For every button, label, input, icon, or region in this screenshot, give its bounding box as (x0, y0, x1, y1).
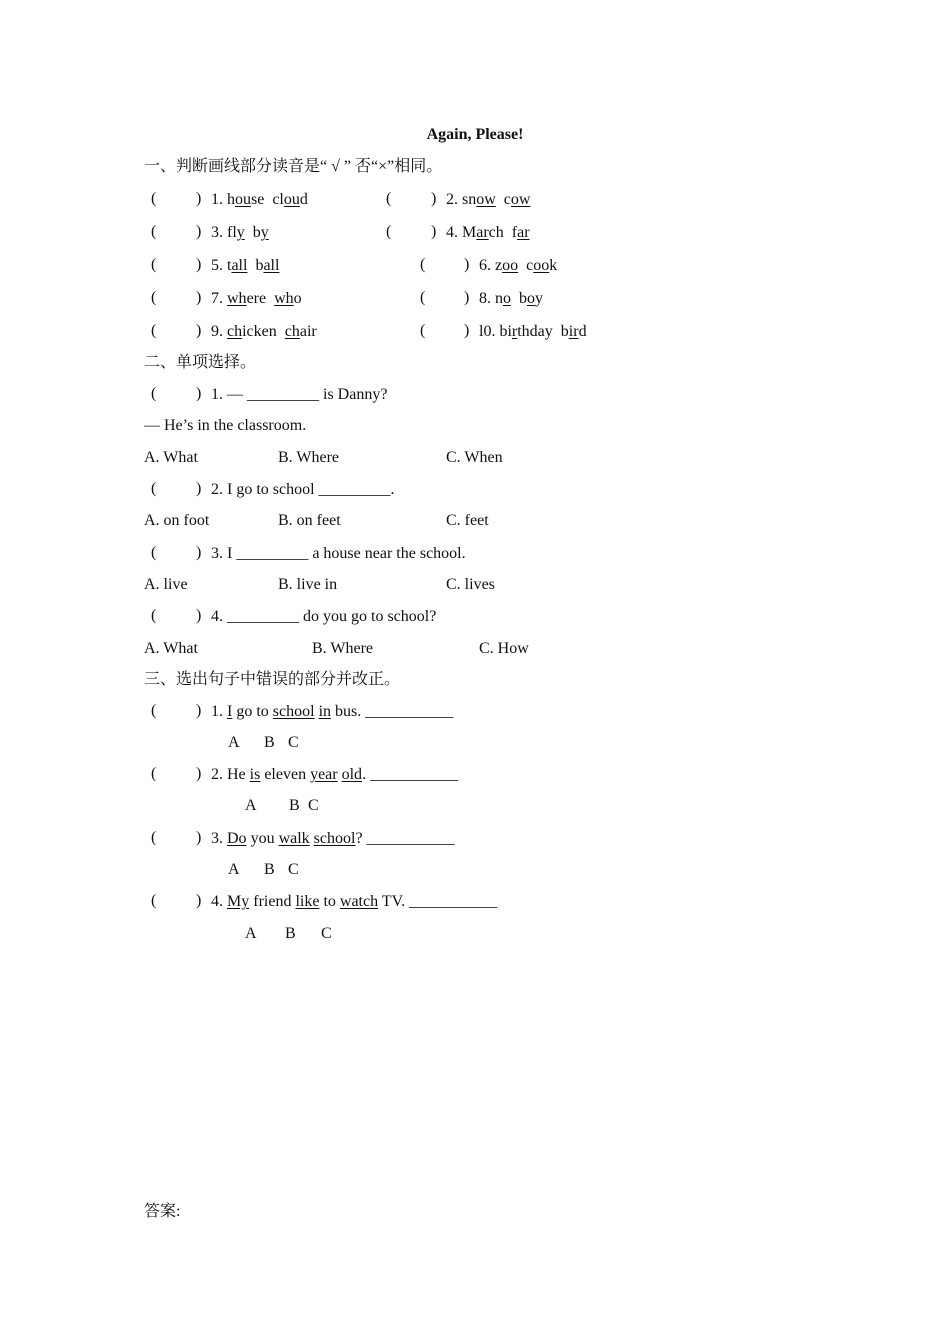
s3-q1-letter-c: C (288, 734, 299, 751)
s1-item-1: 1. house cloud (211, 191, 308, 208)
paren-open: ( (420, 289, 426, 306)
s1-item-4: 4. March far (446, 224, 530, 241)
paren-open: ( (151, 256, 157, 273)
s3-q4-letter-a: A (245, 925, 257, 942)
s1-item-2: 2. snow cow (446, 191, 531, 208)
s2-question-3: 3. I _________ a house near the school. (211, 545, 466, 562)
s2-q4-option-c: C. How (479, 640, 529, 657)
paren-close: ) (196, 829, 202, 846)
paren-close: ) (196, 480, 202, 497)
s3-question-3: 3. Do you walk school? ___________ (211, 830, 455, 847)
paren-open: ( (151, 607, 157, 624)
paren-open: ( (151, 829, 157, 846)
paren-open: ( (420, 322, 426, 339)
paren-open: ( (151, 289, 157, 306)
s1-item-10: l0. birthday bird (479, 323, 587, 340)
paren-close: ) (196, 223, 202, 240)
paren-close: ) (196, 289, 202, 306)
s3-q2-letter-b: B (289, 797, 300, 814)
section-1-heading: 一、判断画线部分读音是“ √ ” 否“×”相同。 (144, 158, 443, 175)
paren-close: ) (431, 223, 437, 240)
paren-open: ( (151, 322, 157, 339)
paren-open: ( (386, 223, 392, 240)
answer-label: 答案: (144, 1203, 181, 1220)
paren-close: ) (196, 607, 202, 624)
paren-close: ) (196, 702, 202, 719)
s2-q1-option-a: A. What (144, 449, 198, 466)
s2-q3-option-a: A. live (144, 576, 188, 593)
s3-q3-letter-a: A (228, 861, 240, 878)
s2-q4-option-a: A. What (144, 640, 198, 657)
paren-open: ( (151, 190, 157, 207)
s2-question-2: 2. I go to school _________. (211, 481, 395, 498)
s2-question-1: 1. — _________ is Danny? (211, 386, 388, 403)
s1-item-5: 5. tall ball (211, 257, 280, 274)
s2-q1-option-b: B. Where (278, 449, 340, 466)
paren-open: ( (151, 892, 157, 909)
paren-close: ) (464, 289, 470, 306)
s2-q1-answer-line: — He’s in the classroom. (144, 417, 307, 434)
s1-item-8: 8. no boy (479, 290, 543, 307)
s1-item-9: 9. chicken chair (211, 323, 317, 340)
paren-close: ) (464, 256, 470, 273)
s3-q4-letter-b: B (285, 925, 296, 942)
s2-q1-option-c: C. When (446, 449, 503, 466)
paren-open: ( (151, 702, 157, 719)
section-2-heading: 二、单项选择。 (144, 354, 257, 371)
s2-q2-option-a: A. on foot (144, 512, 210, 529)
s2-q3-option-c: C. lives (446, 576, 495, 593)
s3-q2-letter-a: A (245, 797, 257, 814)
s2-q2-option-b: B. on feet (278, 512, 341, 529)
s3-question-2: 2. He is eleven year old. ___________ (211, 766, 459, 783)
paren-close: ) (431, 190, 437, 207)
paren-close: ) (196, 190, 202, 207)
paren-open: ( (420, 256, 426, 273)
s2-q3-option-b: B. live in (278, 576, 338, 593)
s3-question-4: 4. My friend like to watch TV. ___________ (211, 893, 498, 910)
paren-open: ( (151, 385, 157, 402)
paren-open: ( (386, 190, 392, 207)
paren-open: ( (151, 765, 157, 782)
paren-close: ) (196, 892, 202, 909)
paren-open: ( (151, 223, 157, 240)
s2-q4-option-b: B. Where (312, 640, 374, 657)
paren-close: ) (196, 322, 202, 339)
s1-item-6: 6. zoo cook (479, 257, 558, 274)
s3-q2-letter-c: C (308, 797, 319, 814)
s3-q1-letter-a: A (228, 734, 240, 751)
s3-question-1: 1. I go to school in bus. ___________ (211, 703, 454, 720)
paren-open: ( (151, 544, 157, 561)
s2-q2-option-c: C. feet (446, 512, 489, 529)
s1-item-7: 7. where who (211, 290, 302, 307)
s3-q3-letter-c: C (288, 861, 299, 878)
paren-open: ( (151, 480, 157, 497)
s3-q3-letter-b: B (264, 861, 275, 878)
section-3-heading: 三、选出句子中错误的部分并改正。 (144, 671, 401, 688)
paren-close: ) (196, 385, 202, 402)
page-title: Again, Please! (426, 126, 524, 143)
s3-q4-letter-c: C (321, 925, 332, 942)
s2-question-4: 4. _________ do you go to school? (211, 608, 437, 625)
paren-close: ) (464, 322, 470, 339)
s3-q1-letter-b: B (264, 734, 275, 751)
paren-close: ) (196, 256, 202, 273)
paren-close: ) (196, 544, 202, 561)
s1-item-3: 3. fly by (211, 224, 269, 241)
paren-close: ) (196, 765, 202, 782)
